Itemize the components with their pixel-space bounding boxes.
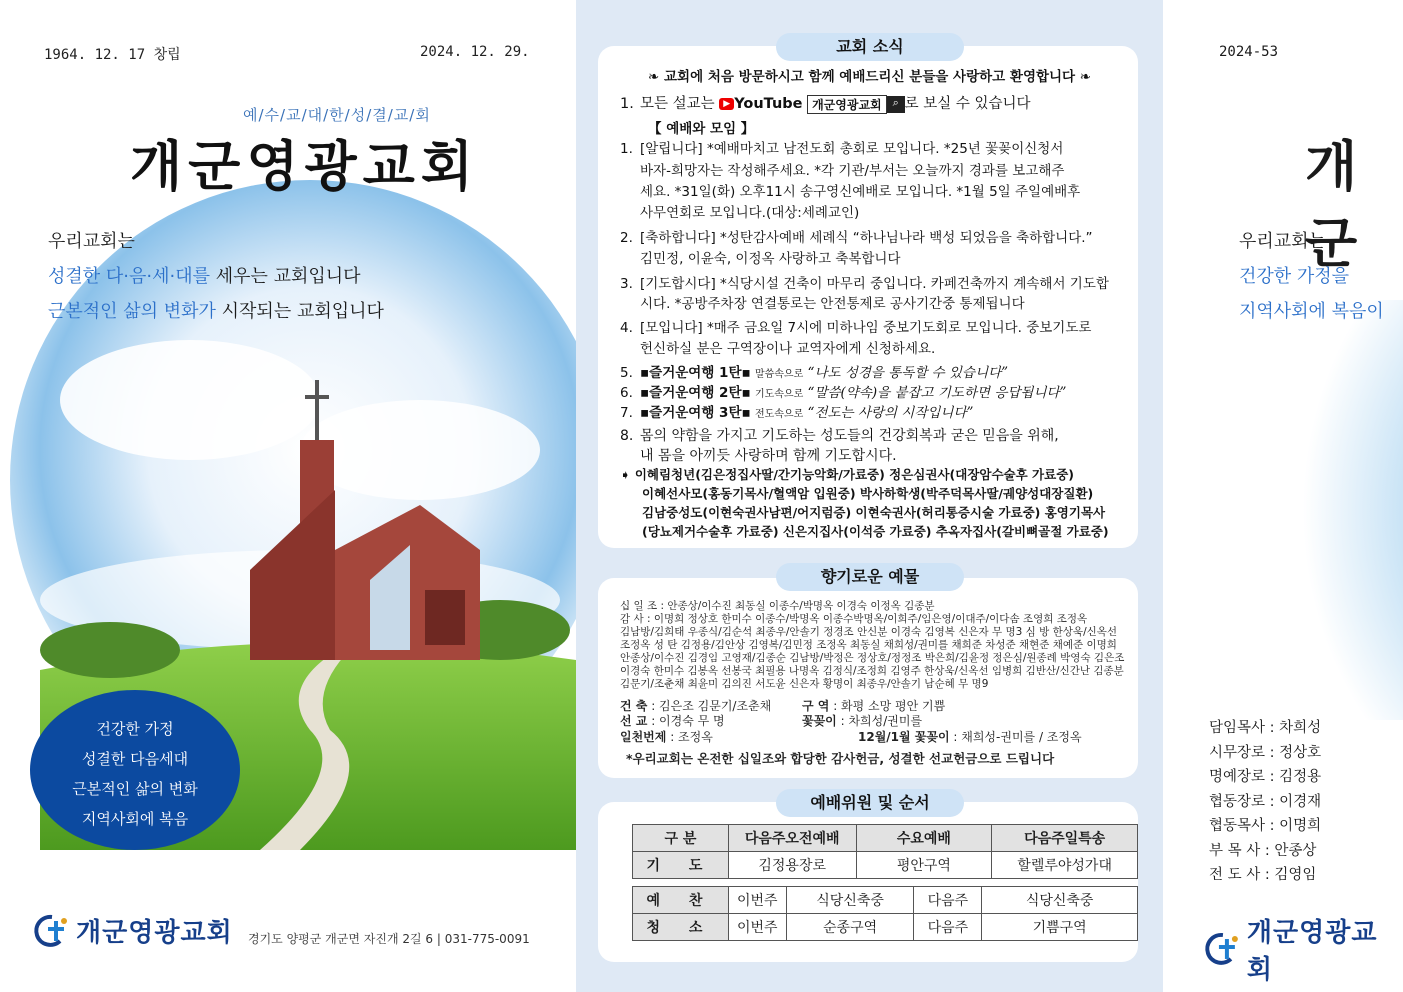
youtube-search-box: 개군영광교회	[807, 95, 887, 114]
offering-line: 감 사 : 이명희 정상호 한미수 이종수/박명옥 이종수박명옥/이희주/임은영/이대주/이다솜 조영희 조정옥	[620, 613, 1088, 625]
duty-cell: 다음주	[914, 914, 982, 941]
offering-flower: 꽃꽂이 : 차희성/권미를	[802, 714, 923, 728]
denomination-label: 예/수/교/대/한/성/결/교/회	[243, 106, 431, 124]
duty-cell: 김정용장로	[728, 852, 856, 879]
news-item-line: 사무연회로 모입니다.(대상:세례교인)	[640, 205, 860, 221]
offering-weekly: 일천번제 : 조정옥	[620, 730, 713, 744]
trip-item-1: 5. ▪즐거운여행 1탄▪ 말씀속으로 “나도 성경을 통독할 수 있습니다”	[620, 365, 1009, 381]
duty-cell: 할렐루야성가대	[992, 852, 1138, 879]
logo-text: 개군영광교회	[76, 918, 233, 948]
mission-line-1	[48, 262, 361, 288]
offering-line: 김남방/김희태 우종식/김순석 최종우/안솔기 정경조 안신분 이경숙 김영복 신은자 무 명3 심 방 한상욱/신옥선	[620, 626, 1118, 638]
staff-item: 담임목사 : 차희성	[1209, 720, 1322, 736]
duty-row	[633, 887, 1138, 914]
duty-header-cell: 구 분	[633, 825, 729, 852]
offering-line: 십 일 조 : 안종상/이수진 최동실 이종수/박명옥 이경숙 이정옥 김종분	[620, 600, 935, 612]
staff-item: 부 목 사 : 안종상	[1209, 842, 1317, 859]
offering-relief: 구 역 : 화평 소망 평안 기쁨	[802, 699, 946, 713]
church-emblem-icon	[30, 913, 70, 949]
news-panel	[576, 0, 1163, 992]
news-item-line: 내 몸을 아끼듯 사랑하며 함께 기도합시다.	[640, 448, 897, 464]
news-item-line: 헌신하실 분은 구역장이나 교역자에게 신청하세요.	[640, 341, 936, 357]
duty-cell: 다음주	[914, 887, 982, 914]
duty-table-2	[632, 886, 1138, 941]
news-item-3: 3. [기도합시다] *식당시설 건축이 마무리 중입니다. 카페건축까지 계속해서 기도합	[620, 276, 1109, 292]
ornament-right-icon: ❧	[1075, 69, 1092, 85]
duty-cell: 순종구역	[786, 914, 914, 941]
sky-illustration	[1163, 300, 1403, 720]
section-label: 【 예배와 모임 】	[648, 121, 755, 137]
duty-table	[632, 824, 1138, 879]
duty-row-label: 예 찬	[633, 887, 729, 914]
church-logo	[1201, 912, 1403, 986]
offering-line: 김문기/조춘채 최윤미 김의진 서도윤 신은자 황명이 최종우/안솔기 남순혜 무 명9	[620, 678, 989, 690]
staff-item: 명예장로 : 김정용	[1209, 769, 1322, 785]
church-logo	[30, 912, 233, 949]
prayer-list-line: (당뇨제거수술후 가료중) 신은지집사(이석증 가료중) 추옥자집사(갈비뼈골절 가료중)	[642, 524, 1109, 539]
mission-line-2: 지역사회에 복음이	[1239, 301, 1384, 322]
duty-header-cell: 수요예배	[856, 825, 992, 852]
duty-cell: 평안구역	[856, 852, 992, 879]
mission-intro: 우리교회는	[48, 231, 135, 252]
offering-title: 향기로운 예물	[776, 563, 964, 591]
duty-row-label: 청 소	[633, 914, 729, 941]
staff-item: 협동목사 : 이명희	[1209, 818, 1322, 834]
duty-cell: 이번주	[728, 914, 786, 941]
mission-line-1-highlight: 성결한 다·음·세·대를	[48, 266, 210, 287]
church-address: 경기도 양평군 개군면 자진개 2길 6 | 031-775-0091	[248, 932, 530, 946]
mission-line-1-rest: 세우는 교회입니다	[210, 266, 361, 287]
mission-intro: 우리교회는	[1239, 231, 1326, 252]
news-item-line: 시다. *공방주차장 연결통로는 안전통제로 공사기간중 통제됩니다	[640, 296, 1025, 312]
bulletin-date: 2024. 12. 29.	[420, 44, 530, 60]
back-page	[1163, 0, 1403, 992]
duty-cell: 기쁨구역	[982, 914, 1138, 941]
prayer-list-line: ➧ 이혜림청년(김은정집사딸/간기능악화/가료중) 정은심권사(대장암수술후 가료중)	[620, 467, 1074, 482]
offering-build: 건 축 : 김은조 김문기/조춘채	[620, 699, 772, 713]
welcome-message: ❧ 교회에 처음 방문하시고 함께 예배드리신 분들을 사랑하고 환영합니다 ❧	[648, 69, 1092, 85]
mission-line-2	[48, 297, 384, 323]
founded-date: 1964. 12. 17 창립	[44, 47, 181, 63]
offering-line: 이경숙 한미수 김봉옥 선봉국 최필용 나명옥 김정식/조정희 김영주 한상욱/신옥선 임병희 김반산/신간난 김종분	[620, 665, 1124, 677]
duty-cell: 식당신축중	[786, 887, 914, 914]
news-item-4: 4. [모입니다] *매주 금요일 7시에 미하나임 중보기도회로 모입니다. 중보기도로	[620, 320, 1092, 336]
news-item-8: 8. 몸의 약함을 가지고 기도하는 성도들의 건강회복과 굳은 믿음을 위해,	[620, 428, 1059, 444]
cover-page	[0, 0, 576, 992]
ornament-left-icon: ❧	[648, 69, 665, 85]
duty-row	[633, 914, 1138, 941]
core-values-bubble	[30, 690, 240, 850]
duty-cell: 식당신축중	[982, 887, 1138, 914]
news-item-line: 김민정, 이윤숙, 이정옥 사랑하고 축복합니다	[640, 251, 901, 267]
logo-text: 개군영광교회	[1246, 918, 1378, 985]
staff-list	[1209, 716, 1321, 888]
news-item-line: 바자-희망자는 작성해주세요. *각 기관/부서는 오늘까지 경과를 보고해주	[640, 163, 1065, 179]
trip-item-2: 6. ▪즐거운여행 2탄▪ 기도속으로 “말씀(약속)을 붙잡고 기도하면 응답됩니다”	[620, 385, 1067, 401]
youtube-logo-icon: ▶	[719, 98, 734, 110]
church-title: 개군영광교회	[130, 135, 479, 198]
church-title-partial: 개군	[1305, 135, 1364, 275]
staff-item: 전 도 사 : 김영임	[1209, 867, 1317, 883]
mission-line-1: 건강한 가정을	[1239, 266, 1350, 287]
duty-cell: 이번주	[728, 887, 786, 914]
core-value: 근본적인 삶의 변화	[72, 780, 198, 798]
arrow-right-icon: ➧	[620, 467, 635, 482]
search-icon: ⌕	[887, 96, 905, 113]
duty-prayer-row	[633, 852, 1138, 879]
duty-header-cell: 다음주일특송	[992, 825, 1138, 852]
staff-item: 협동장로 : 이경재	[1209, 793, 1322, 810]
prayer-list-line: 이혜선사모(홍동기목사/혈액암 입원중) 박사하학생(박주덕목사딸/궤양성대장질환)	[642, 486, 1094, 501]
mission-line-2-highlight: 근본적인 삶의 변화가	[48, 301, 216, 322]
core-value: 건강한 가정	[96, 720, 174, 738]
offering-line: 조정옥 성 탄 김정용/김안상 김영복/김민정 조정옥 최동실 채희성/권미를 채희준 차성준 채현준 채예준 이명희	[620, 639, 1117, 651]
offering-mission: 선 교 : 이경숙 무 명	[620, 714, 725, 728]
offering-note: *우리교회는 온전한 십일조와 합당한 감사헌금, 성결한 선교헌금으로 드립니다	[626, 751, 1055, 766]
news-item-youtube: 1. 모든 설교는 ▶ YouTube 개군영광교회 ⌕ 로 보실 수 있습니다	[620, 95, 1031, 112]
offering-line: 안종상/이수진 김경임 고영재/김종순 김남방/박정은 정상호/정정조 박은희/김윤정 정은심/원종례 박영숙 김은조	[620, 652, 1125, 664]
mission-line-2-rest: 시작되는 교회입니다	[215, 301, 384, 322]
church-emblem-icon	[1201, 931, 1241, 967]
core-value: 성결한 다음세대	[81, 750, 189, 768]
news-item-2: 2. [축하합니다] *성탄감사예배 세례식 “하나님나라 백성 되었음을 축하합니다.”	[620, 230, 1093, 246]
duty-header-cell: 다음주오전예배	[728, 825, 856, 852]
core-value: 지역사회에 복음	[81, 810, 189, 828]
offering-flower-month: 12월/1월 꽃꽂이 : 채희성-권미를 / 조정옥	[858, 730, 1082, 744]
news-title: 교회 소식	[776, 33, 964, 61]
issue-number: 2024-53	[1219, 44, 1279, 60]
prayer-list-line: 김남중성도(이현숙권사남편/어지럼증) 이현숙권사(허리통증시술 가료중) 홍영기목사	[642, 505, 1106, 520]
news-item-1: 1. [알립니다] *예배마치고 남전도회 총회로 모입니다. *25년 꽃꽂이신청서	[620, 141, 1064, 157]
staff-item: 시무장로 : 정상호	[1209, 744, 1322, 761]
trip-item-3: 7. ▪즐거운여행 3탄▪ 전도속으로 “전도는 사랑의 시작입니다”	[620, 405, 974, 421]
duty-title: 예배위원 및 순서	[776, 789, 964, 817]
duty-header-row	[633, 825, 1138, 852]
duty-row-label: 기 도	[633, 852, 729, 879]
news-item-line: 세요. *31일(화) 오후11시 송구영신예배로 모입니다. *1월 5일 주일예배후	[640, 184, 1081, 200]
